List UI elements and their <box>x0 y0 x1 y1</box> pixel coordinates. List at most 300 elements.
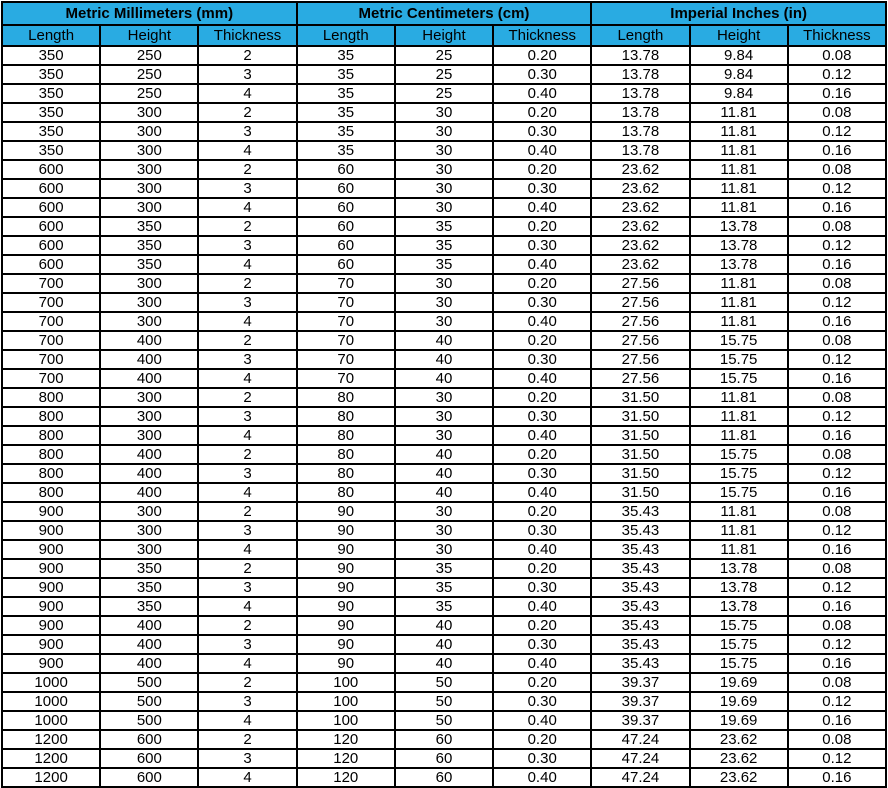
table-cell: 0.20 <box>493 46 591 65</box>
table-cell: 90 <box>297 654 395 673</box>
table-cell: 4 <box>198 369 296 388</box>
table-cell: 15.75 <box>690 635 788 654</box>
table-cell: 0.40 <box>493 312 591 331</box>
table-cell: 400 <box>100 654 198 673</box>
table-cell: 2 <box>198 217 296 236</box>
table-cell: 15.75 <box>690 331 788 350</box>
table-cell: 800 <box>2 388 100 407</box>
table-cell: 80 <box>297 445 395 464</box>
table-cell: 0.40 <box>493 768 591 787</box>
table-cell: 11.81 <box>690 426 788 445</box>
table-cell: 31.50 <box>591 407 689 426</box>
table-cell: 800 <box>2 426 100 445</box>
table-row <box>2 692 886 711</box>
table-cell: 4 <box>198 483 296 502</box>
table-row <box>2 635 886 654</box>
table-cell: 35.43 <box>591 635 689 654</box>
table-cell: 0.30 <box>493 179 591 198</box>
table-cell: 35.43 <box>591 521 689 540</box>
table-cell: 30 <box>395 312 493 331</box>
table-cell: 300 <box>100 103 198 122</box>
table-cell: 0.08 <box>788 160 886 179</box>
table-row <box>2 274 886 293</box>
table-cell: 9.84 <box>690 46 788 65</box>
table-row <box>2 141 886 160</box>
table-cell: 0.40 <box>493 711 591 730</box>
table-cell: 600 <box>2 179 100 198</box>
table-cell: 30 <box>395 293 493 312</box>
table-cell: 19.69 <box>690 711 788 730</box>
table-cell: 4 <box>198 141 296 160</box>
table-row <box>2 293 886 312</box>
table-cell: 2 <box>198 616 296 635</box>
table-cell: 3 <box>198 65 296 84</box>
table-row <box>2 502 886 521</box>
table-cell: 3 <box>198 293 296 312</box>
table-cell: 0.30 <box>493 692 591 711</box>
table-cell: 600 <box>2 217 100 236</box>
table-row <box>2 122 886 141</box>
table-cell: 35.43 <box>591 578 689 597</box>
table-row <box>2 768 886 787</box>
table-cell: 0.30 <box>493 521 591 540</box>
table-cell: 0.12 <box>788 293 886 312</box>
table-cell: 0.20 <box>493 559 591 578</box>
table-cell: 350 <box>2 122 100 141</box>
table-cell: 0.08 <box>788 730 886 749</box>
table-row <box>2 65 886 84</box>
group-header-mm: Metric Millimeters (mm) <box>2 2 297 25</box>
table-cell: 0.08 <box>788 103 886 122</box>
table-cell: 100 <box>297 711 395 730</box>
table-cell: 70 <box>297 293 395 312</box>
table-cell: 300 <box>100 312 198 331</box>
table-cell: 11.81 <box>690 407 788 426</box>
table-cell: 3 <box>198 635 296 654</box>
table-cell: 0.30 <box>493 65 591 84</box>
table-cell: 90 <box>297 502 395 521</box>
table-cell: 30 <box>395 141 493 160</box>
column-header-mm-length: Length <box>2 25 100 46</box>
table-cell: 27.56 <box>591 274 689 293</box>
table-cell: 0.08 <box>788 388 886 407</box>
table-cell: 60 <box>395 730 493 749</box>
table-cell: 35 <box>395 559 493 578</box>
table-cell: 15.75 <box>690 654 788 673</box>
table-cell: 4 <box>198 255 296 274</box>
column-header-cm-height: Height <box>395 25 493 46</box>
table-cell: 11.81 <box>690 312 788 331</box>
table-cell: 0.40 <box>493 369 591 388</box>
table-row <box>2 749 886 768</box>
table-cell: 900 <box>2 540 100 559</box>
table-cell: 40 <box>395 635 493 654</box>
table-cell: 300 <box>100 407 198 426</box>
table-cell: 25 <box>395 65 493 84</box>
table-cell: 3 <box>198 122 296 141</box>
table-cell: 350 <box>100 255 198 274</box>
table-cell: 600 <box>2 236 100 255</box>
table-cell: 70 <box>297 274 395 293</box>
table-cell: 0.12 <box>788 464 886 483</box>
table-cell: 35.43 <box>591 502 689 521</box>
table-cell: 23.62 <box>591 198 689 217</box>
table-cell: 13.78 <box>591 65 689 84</box>
table-cell: 70 <box>297 350 395 369</box>
column-header-cm-thickness: Thickness <box>493 25 591 46</box>
table-row <box>2 597 886 616</box>
table-cell: 35 <box>297 103 395 122</box>
table-cell: 0.08 <box>788 217 886 236</box>
table-cell: 500 <box>100 673 198 692</box>
table-cell: 0.16 <box>788 198 886 217</box>
table-cell: 30 <box>395 274 493 293</box>
table-cell: 900 <box>2 559 100 578</box>
table-cell: 11.81 <box>690 160 788 179</box>
table-cell: 35.43 <box>591 559 689 578</box>
table-cell: 3 <box>198 578 296 597</box>
table-cell: 120 <box>297 749 395 768</box>
table-cell: 15.75 <box>690 369 788 388</box>
table-cell: 35 <box>395 255 493 274</box>
table-cell: 0.08 <box>788 559 886 578</box>
table-cell: 13.78 <box>690 559 788 578</box>
table-cell: 0.20 <box>493 616 591 635</box>
table-cell: 4 <box>198 312 296 331</box>
table-cell: 0.40 <box>493 141 591 160</box>
table-cell: 350 <box>100 559 198 578</box>
table-cell: 40 <box>395 483 493 502</box>
table-row <box>2 578 886 597</box>
table-cell: 15.75 <box>690 350 788 369</box>
table-cell: 35.43 <box>591 540 689 559</box>
table-cell: 700 <box>2 312 100 331</box>
table-cell: 35.43 <box>591 597 689 616</box>
table-cell: 0.20 <box>493 730 591 749</box>
column-header-in-length: Length <box>591 25 689 46</box>
table-row <box>2 730 886 749</box>
table-cell: 3 <box>198 464 296 483</box>
table-cell: 0.12 <box>788 179 886 198</box>
table-cell: 31.50 <box>591 483 689 502</box>
table-cell: 30 <box>395 426 493 445</box>
table-cell: 0.20 <box>493 331 591 350</box>
table-cell: 600 <box>100 749 198 768</box>
table-cell: 47.24 <box>591 749 689 768</box>
table-cell: 0.12 <box>788 407 886 426</box>
table-cell: 39.37 <box>591 692 689 711</box>
table-cell: 2 <box>198 445 296 464</box>
table-row <box>2 407 886 426</box>
table-cell: 30 <box>395 407 493 426</box>
table-cell: 30 <box>395 160 493 179</box>
table-cell: 300 <box>100 293 198 312</box>
table-cell: 0.08 <box>788 46 886 65</box>
table-cell: 600 <box>100 768 198 787</box>
table-row <box>2 483 886 502</box>
table-cell: 35 <box>297 46 395 65</box>
table-cell: 27.56 <box>591 293 689 312</box>
table-cell: 350 <box>100 217 198 236</box>
table-cell: 300 <box>100 388 198 407</box>
table-cell: 0.08 <box>788 673 886 692</box>
table-row <box>2 464 886 483</box>
table-cell: 300 <box>100 141 198 160</box>
table-cell: 700 <box>2 274 100 293</box>
table-cell: 30 <box>395 103 493 122</box>
table-cell: 30 <box>395 502 493 521</box>
table-cell: 30 <box>395 179 493 198</box>
table-cell: 0.40 <box>493 198 591 217</box>
table-cell: 700 <box>2 350 100 369</box>
table-cell: 39.37 <box>591 673 689 692</box>
table-cell: 27.56 <box>591 369 689 388</box>
table-cell: 0.08 <box>788 445 886 464</box>
table-cell: 60 <box>297 179 395 198</box>
conversion-table <box>1 1 887 788</box>
table-cell: 60 <box>297 217 395 236</box>
table-cell: 9.84 <box>690 65 788 84</box>
table-cell: 1000 <box>2 711 100 730</box>
table-row <box>2 236 886 255</box>
table-cell: 40 <box>395 654 493 673</box>
table-cell: 0.08 <box>788 502 886 521</box>
table-cell: 700 <box>2 293 100 312</box>
table-cell: 0.08 <box>788 616 886 635</box>
table-body <box>2 46 886 787</box>
table-cell: 900 <box>2 635 100 654</box>
group-header-cm: Metric Centimeters (cm) <box>297 2 592 25</box>
table-cell: 1200 <box>2 730 100 749</box>
table-cell: 3 <box>198 350 296 369</box>
table-cell: 0.16 <box>788 768 886 787</box>
table-cell: 11.81 <box>690 198 788 217</box>
table-row <box>2 103 886 122</box>
table-cell: 23.62 <box>591 255 689 274</box>
table-cell: 90 <box>297 559 395 578</box>
table-cell: 600 <box>2 255 100 274</box>
table-cell: 31.50 <box>591 388 689 407</box>
table-cell: 0.30 <box>493 635 591 654</box>
table-cell: 27.56 <box>591 312 689 331</box>
table-cell: 23.62 <box>591 160 689 179</box>
table-cell: 100 <box>297 692 395 711</box>
table-row <box>2 445 886 464</box>
table-cell: 2 <box>198 103 296 122</box>
table-cell: 100 <box>297 673 395 692</box>
table-cell: 11.81 <box>690 540 788 559</box>
table-cell: 0.40 <box>493 84 591 103</box>
table-cell: 250 <box>100 46 198 65</box>
table-cell: 1000 <box>2 673 100 692</box>
table-cell: 25 <box>395 46 493 65</box>
table-cell: 40 <box>395 331 493 350</box>
table-cell: 3 <box>198 407 296 426</box>
table-cell: 350 <box>100 597 198 616</box>
table-cell: 3 <box>198 749 296 768</box>
table-cell: 0.12 <box>788 749 886 768</box>
table-cell: 1200 <box>2 749 100 768</box>
table-cell: 90 <box>297 597 395 616</box>
table-cell: 900 <box>2 616 100 635</box>
table-cell: 13.78 <box>591 84 689 103</box>
table-cell: 60 <box>395 749 493 768</box>
table-cell: 31.50 <box>591 464 689 483</box>
table-cell: 2 <box>198 673 296 692</box>
table-cell: 400 <box>100 331 198 350</box>
table-cell: 60 <box>297 236 395 255</box>
table-cell: 600 <box>2 160 100 179</box>
column-header-in-height: Height <box>690 25 788 46</box>
table-cell: 60 <box>297 160 395 179</box>
table-cell: 30 <box>395 198 493 217</box>
table-cell: 0.16 <box>788 483 886 502</box>
table-row <box>2 369 886 388</box>
table-cell: 47.24 <box>591 768 689 787</box>
table-cell: 50 <box>395 673 493 692</box>
table-cell: 0.40 <box>493 483 591 502</box>
table-cell: 31.50 <box>591 445 689 464</box>
table-cell: 900 <box>2 521 100 540</box>
table-cell: 13.78 <box>690 236 788 255</box>
table-cell: 350 <box>2 103 100 122</box>
table-cell: 500 <box>100 711 198 730</box>
table-cell: 13.78 <box>591 122 689 141</box>
table-cell: 50 <box>395 692 493 711</box>
table-row <box>2 540 886 559</box>
table-cell: 120 <box>297 768 395 787</box>
table-cell: 400 <box>100 635 198 654</box>
table-cell: 700 <box>2 369 100 388</box>
table-cell: 4 <box>198 597 296 616</box>
table-cell: 4 <box>198 198 296 217</box>
table-row <box>2 426 886 445</box>
table-row <box>2 179 886 198</box>
table-cell: 0.16 <box>788 540 886 559</box>
table-row <box>2 559 886 578</box>
table-cell: 600 <box>100 730 198 749</box>
table-cell: 3 <box>198 236 296 255</box>
table-cell: 4 <box>198 654 296 673</box>
table-cell: 2 <box>198 388 296 407</box>
table-cell: 13.78 <box>591 103 689 122</box>
table-cell: 0.40 <box>493 426 591 445</box>
table-cell: 0.40 <box>493 540 591 559</box>
table-cell: 35 <box>297 141 395 160</box>
table-cell: 700 <box>2 331 100 350</box>
table-cell: 400 <box>100 464 198 483</box>
table-cell: 60 <box>297 255 395 274</box>
table-cell: 15.75 <box>690 483 788 502</box>
table-cell: 90 <box>297 635 395 654</box>
table-cell: 35 <box>395 217 493 236</box>
table-cell: 300 <box>100 502 198 521</box>
table-cell: 0.20 <box>493 103 591 122</box>
column-header-in-thickness: Thickness <box>788 25 886 46</box>
table-cell: 300 <box>100 426 198 445</box>
table-cell: 3 <box>198 521 296 540</box>
table-cell: 400 <box>100 483 198 502</box>
table-cell: 80 <box>297 483 395 502</box>
table-cell: 30 <box>395 388 493 407</box>
table-cell: 40 <box>395 369 493 388</box>
table-cell: 27.56 <box>591 331 689 350</box>
table-cell: 0.16 <box>788 654 886 673</box>
table-cell: 15.75 <box>690 464 788 483</box>
table-cell: 0.40 <box>493 654 591 673</box>
table-cell: 0.12 <box>788 350 886 369</box>
table-cell: 120 <box>297 730 395 749</box>
table-cell: 0.20 <box>493 445 591 464</box>
table-cell: 300 <box>100 540 198 559</box>
table-cell: 300 <box>100 160 198 179</box>
table-cell: 70 <box>297 369 395 388</box>
table-cell: 23.62 <box>591 179 689 198</box>
table-cell: 13.78 <box>591 141 689 160</box>
table-cell: 0.16 <box>788 426 886 445</box>
table-cell: 2 <box>198 502 296 521</box>
table-cell: 300 <box>100 179 198 198</box>
table-row <box>2 673 886 692</box>
table-cell: 0.20 <box>493 388 591 407</box>
table-cell: 350 <box>2 46 100 65</box>
table-cell: 250 <box>100 84 198 103</box>
column-header-mm-thickness: Thickness <box>198 25 296 46</box>
table-cell: 400 <box>100 616 198 635</box>
table-cell: 0.16 <box>788 369 886 388</box>
table-cell: 250 <box>100 65 198 84</box>
table-row <box>2 46 886 65</box>
table-row <box>2 654 886 673</box>
table-cell: 90 <box>297 616 395 635</box>
table-cell: 11.81 <box>690 122 788 141</box>
table-cell: 23.62 <box>690 749 788 768</box>
table-cell: 3 <box>198 692 296 711</box>
table-cell: 9.84 <box>690 84 788 103</box>
table-cell: 0.30 <box>493 293 591 312</box>
table-cell: 80 <box>297 388 395 407</box>
table-cell: 3 <box>198 179 296 198</box>
table-cell: 11.81 <box>690 274 788 293</box>
table-cell: 40 <box>395 445 493 464</box>
table-cell: 90 <box>297 521 395 540</box>
table-row <box>2 711 886 730</box>
table-row <box>2 217 886 236</box>
table-cell: 90 <box>297 540 395 559</box>
table-cell: 23.62 <box>591 236 689 255</box>
table-cell: 0.30 <box>493 122 591 141</box>
table-cell: 2 <box>198 559 296 578</box>
table-cell: 0.30 <box>493 464 591 483</box>
table-cell: 35 <box>395 236 493 255</box>
group-header-in: Imperial Inches (in) <box>591 2 886 25</box>
table-cell: 0.12 <box>788 692 886 711</box>
table-row <box>2 521 886 540</box>
table-cell: 800 <box>2 445 100 464</box>
table-cell: 13.78 <box>591 46 689 65</box>
table-cell: 13.78 <box>690 578 788 597</box>
table-cell: 39.37 <box>591 711 689 730</box>
table-cell: 11.81 <box>690 103 788 122</box>
table-cell: 13.78 <box>690 597 788 616</box>
table-cell: 90 <box>297 578 395 597</box>
table-cell: 47.24 <box>591 730 689 749</box>
table-cell: 0.20 <box>493 502 591 521</box>
table-cell: 0.20 <box>493 160 591 179</box>
table-cell: 40 <box>395 350 493 369</box>
table-cell: 13.78 <box>690 217 788 236</box>
table-cell: 350 <box>100 236 198 255</box>
